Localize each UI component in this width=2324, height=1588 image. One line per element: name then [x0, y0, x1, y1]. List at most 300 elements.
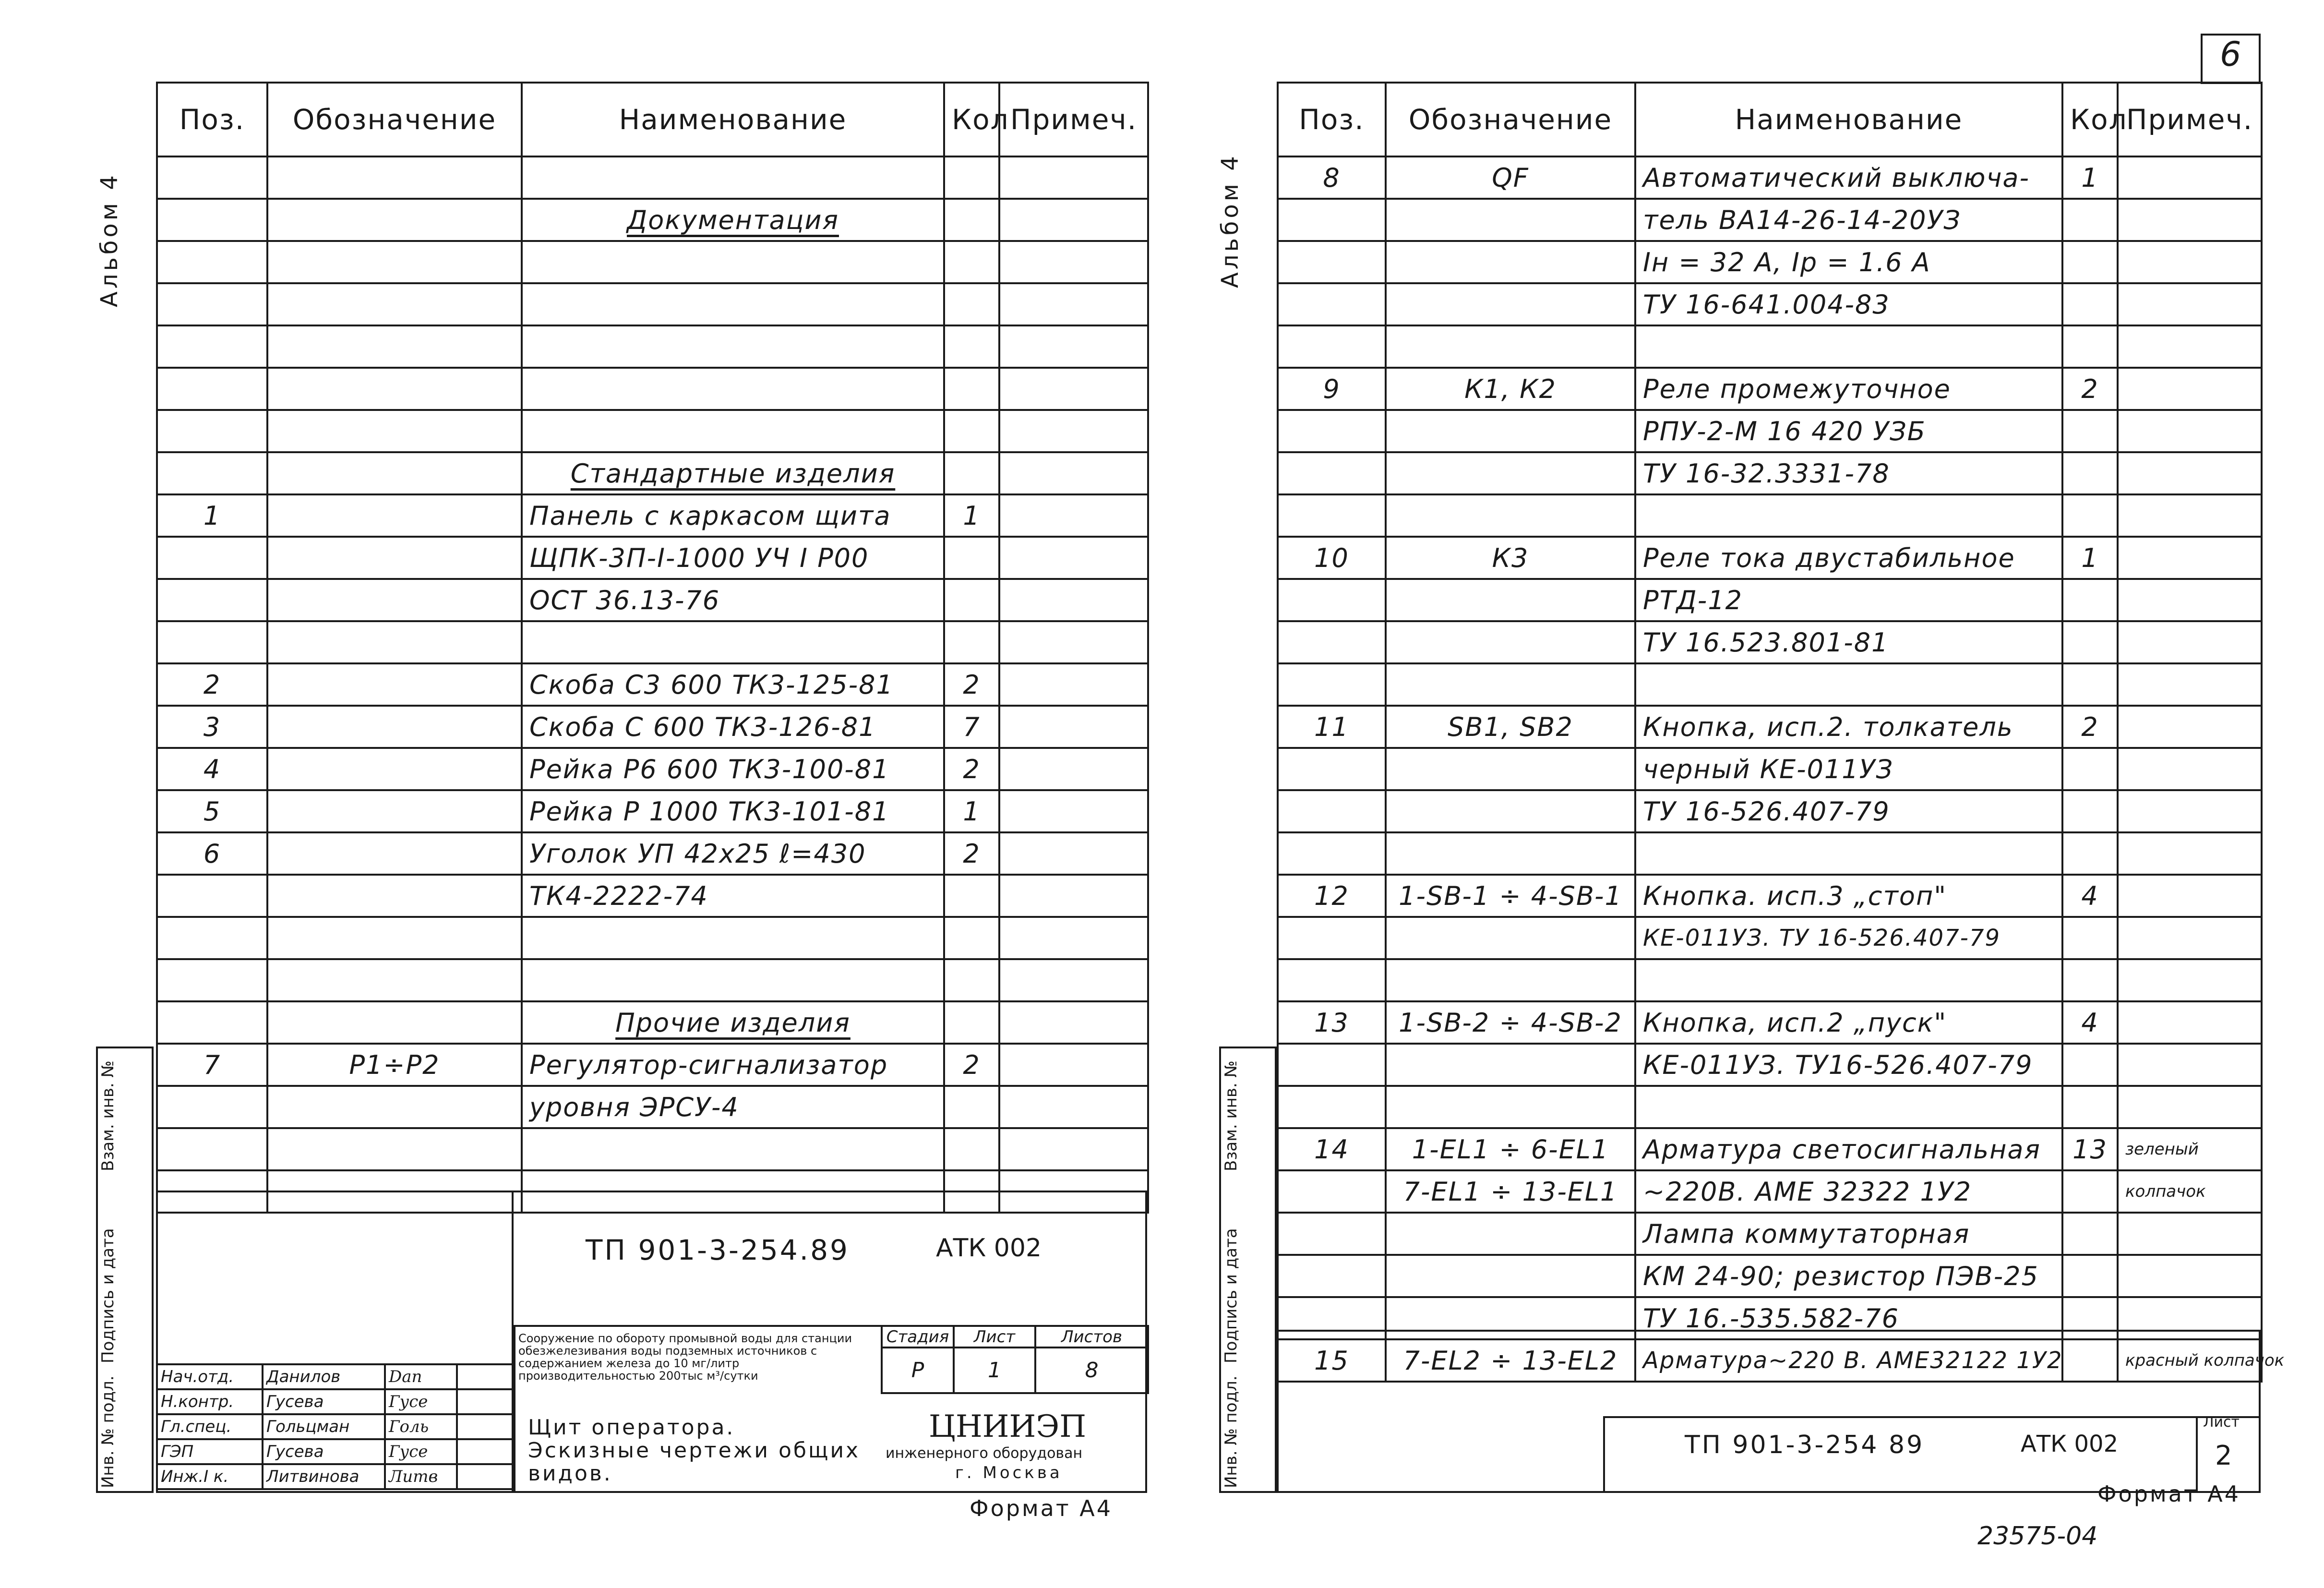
cell-name: ТУ 16.523.801-81	[1635, 621, 2062, 663]
cell-note	[999, 875, 1148, 917]
cell-name: РТД-12	[1635, 579, 2062, 621]
table-row	[1278, 452, 2262, 494]
cell-designation	[267, 621, 522, 663]
cell-qty	[2062, 1213, 2118, 1255]
left-doc-mark: АТК 002	[936, 1234, 1042, 1263]
cell-note	[2118, 1044, 2262, 1086]
cell-qty: 2	[944, 663, 999, 706]
left-spec-table	[156, 82, 1149, 1214]
table-row	[1278, 790, 2262, 832]
cell-designation	[1386, 199, 1635, 241]
cell-note	[2118, 790, 2262, 832]
cell-name	[522, 410, 944, 452]
table-row	[1278, 832, 2262, 875]
cell-name: Iн = 32 А, Iр = 1.6 А	[1635, 241, 2062, 283]
cell-pos	[157, 368, 267, 410]
signer-name: Литвинова	[263, 1464, 385, 1489]
cell-qty: 2	[944, 748, 999, 790]
cell-qty	[2062, 283, 2118, 325]
table-row	[157, 537, 1148, 579]
cell-note	[999, 494, 1148, 537]
cell-pos	[157, 156, 267, 199]
table-row	[157, 1086, 1148, 1128]
table-row	[1278, 663, 2262, 706]
table-row	[157, 156, 1148, 199]
cell-qty	[944, 537, 999, 579]
left-album-label: Альбом 4	[96, 172, 123, 307]
cell-name: Рейка Р6 600 ТК3-100-81	[522, 748, 944, 790]
cell-designation	[267, 537, 522, 579]
cell-designation	[267, 1001, 522, 1044]
cell-designation: 7-EL1 ÷ 13-EL1	[1386, 1170, 1635, 1213]
cell-name: КЕ-011УЗ. ТУ16-526.407-79	[1635, 1044, 2062, 1086]
table-row	[1278, 917, 2262, 959]
cell-designation	[1386, 494, 1635, 537]
cell-name: Рейка Р 1000 ТК3-101-81	[522, 790, 944, 832]
table-row	[1278, 241, 2262, 283]
cell-name: ТУ 16-32.3331-78	[1635, 452, 2062, 494]
table-row	[157, 875, 1148, 917]
cell-qty: 2	[2062, 706, 2118, 748]
signer-date	[457, 1414, 515, 1439]
cell-name	[1635, 494, 2062, 537]
cell-pos	[1278, 1086, 1386, 1128]
cell-name: Арматура светосигнальная	[1635, 1128, 2062, 1170]
cell-designation	[1386, 748, 1635, 790]
table-row	[1278, 156, 2262, 199]
cell-designation	[267, 663, 522, 706]
cell-note	[2118, 283, 2262, 325]
cell-designation	[1386, 410, 1635, 452]
cell-pos	[1278, 452, 1386, 494]
cell-name	[1635, 325, 2062, 368]
cell-designation: К3	[1386, 537, 1635, 579]
cell-name	[522, 156, 944, 199]
cell-note	[999, 748, 1148, 790]
cell-note	[999, 199, 1148, 241]
signer-row	[157, 1439, 515, 1464]
cell-name	[522, 241, 944, 283]
sheet-value: 1	[954, 1347, 1035, 1393]
cell-pos: 5	[157, 790, 267, 832]
table-row	[1278, 1170, 2262, 1213]
cell-pos	[1278, 1044, 1386, 1086]
cell-qty	[2062, 452, 2118, 494]
right-page-number: 6	[2220, 35, 2241, 74]
cell-pos	[157, 1086, 267, 1128]
signer-role: Нач.отд.	[157, 1364, 263, 1389]
table-row	[157, 199, 1148, 241]
table-row	[1278, 1213, 2262, 1255]
cell-pos	[157, 241, 267, 283]
signer-signature: Гусе	[385, 1439, 457, 1464]
cell-pos	[157, 325, 267, 368]
cell-name	[522, 368, 944, 410]
cell-designation: К1, К2	[1386, 368, 1635, 410]
table-row	[1278, 748, 2262, 790]
table-row	[1278, 1086, 2262, 1128]
cell-note	[2118, 199, 2262, 241]
cell-pos	[1278, 283, 1386, 325]
cell-qty	[2062, 494, 2118, 537]
cell-qty: 4	[2062, 1001, 2118, 1044]
cell-qty	[2062, 790, 2118, 832]
signer-signature: Литв	[385, 1464, 457, 1489]
cell-pos: 11	[1278, 706, 1386, 748]
cell-designation	[267, 494, 522, 537]
right-side-label-sign: Подпись и дата	[1222, 1228, 1241, 1363]
cell-pos	[1278, 790, 1386, 832]
cell-note	[2118, 621, 2262, 663]
cell-designation	[1386, 663, 1635, 706]
left-org-sub: инженерного оборудован	[886, 1445, 1083, 1462]
cell-name	[522, 325, 944, 368]
cell-designation: 1-EL1 ÷ 6-EL1	[1386, 1128, 1635, 1170]
cell-qty	[2062, 410, 2118, 452]
cell-note	[2118, 1001, 2262, 1044]
table-row	[1278, 494, 2262, 537]
cell-designation	[1386, 832, 1635, 875]
signer-role: Н.контр.	[157, 1389, 263, 1414]
cell-note	[2118, 579, 2262, 621]
cell-note	[999, 790, 1148, 832]
cell-designation	[1386, 325, 1635, 368]
cell-note	[2118, 663, 2262, 706]
cell-pos	[1278, 663, 1386, 706]
left-side-label-sign: Подпись и дата	[98, 1228, 118, 1363]
cell-note: зеленый	[2118, 1128, 2262, 1170]
cell-qty: 2	[2062, 368, 2118, 410]
table-row	[1278, 410, 2262, 452]
cell-designation: 1-SB-1 ÷ 4-SB-1	[1386, 875, 1635, 917]
right-inventory-number: 23575-04	[1977, 1522, 2098, 1551]
cell-designation: 1-SB-2 ÷ 4-SB-2	[1386, 1001, 1635, 1044]
cell-name	[522, 621, 944, 663]
table-row	[157, 1128, 1148, 1170]
cell-designation	[267, 832, 522, 875]
cell-note	[999, 410, 1148, 452]
right-side-label-inv: Инв. № подл.	[1222, 1375, 1241, 1488]
table-row	[1278, 1255, 2262, 1297]
table-row	[157, 706, 1148, 748]
cell-note	[999, 156, 1148, 199]
cell-note	[2118, 156, 2262, 199]
cell-qty	[2062, 241, 2118, 283]
cell-pos	[1278, 1255, 1386, 1297]
cell-pos	[1278, 494, 1386, 537]
left-header-row	[157, 83, 1148, 156]
signer-row	[157, 1389, 515, 1414]
cell-qty	[2062, 1170, 2118, 1213]
table-row	[1278, 1001, 2262, 1044]
cell-note	[2118, 832, 2262, 875]
cell-qty	[2062, 579, 2118, 621]
cell-qty	[944, 1086, 999, 1128]
left-title-text: Щит оператора. Эскизные чертежи общих видов.	[528, 1415, 861, 1486]
cell-pos	[1278, 917, 1386, 959]
cell-name: Арматура~220 В. АМЕ32122 1У2	[1635, 1339, 2062, 1382]
right-sheet-label: Лист	[2203, 1414, 2240, 1431]
cell-name: Документация	[522, 199, 944, 241]
cell-designation	[1386, 1086, 1635, 1128]
cell-pos: 8	[1278, 156, 1386, 199]
cell-pos: 13	[1278, 1001, 1386, 1044]
cell-name: Регулятор-сигнализатор	[522, 1044, 944, 1086]
cell-note	[2118, 748, 2262, 790]
signer-name: Данилов	[263, 1364, 385, 1389]
cell-name: ОСТ 36.13-76	[522, 579, 944, 621]
cell-qty	[2062, 917, 2118, 959]
header-designation: Обозначение	[1386, 83, 1635, 156]
cell-pos	[157, 452, 267, 494]
cell-name: Кнопка. исп.3 „стоп"	[1635, 875, 2062, 917]
cell-designation	[267, 1128, 522, 1170]
table-row	[157, 494, 1148, 537]
cell-designation	[267, 283, 522, 325]
cell-designation	[267, 875, 522, 917]
cell-name: КМ 24-90; резистор ПЭВ-25	[1635, 1255, 2062, 1297]
cell-note	[2118, 917, 2262, 959]
cell-pos	[157, 959, 267, 1001]
signer-role: ГЭП	[157, 1439, 263, 1464]
cell-qty	[2062, 621, 2118, 663]
table-row	[1278, 325, 2262, 368]
cell-name: КЕ-011УЗ. ТУ 16-526.407-79	[1635, 917, 2062, 959]
left-project-desc: Сооружение по обороту промывной воды для станции обезжелезивания воды подземных источников с содержанием железа до 10 мг/литр производительностью 200тыс м³/сутки	[518, 1332, 852, 1383]
cell-pos	[157, 917, 267, 959]
table-row	[157, 1044, 1148, 1086]
cell-qty	[944, 1128, 999, 1170]
cell-note	[999, 959, 1148, 1001]
cell-note	[999, 1044, 1148, 1086]
left-doc-code: ТП 901-3-254.89	[586, 1234, 850, 1266]
cell-pos	[157, 579, 267, 621]
cell-name: Автоматический выключа-	[1635, 156, 2062, 199]
left-org-name: ЦНИИЭП	[929, 1409, 1087, 1444]
cell-pos	[157, 410, 267, 452]
table-row	[157, 959, 1148, 1001]
cell-pos	[1278, 1170, 1386, 1213]
left-stage-table	[881, 1325, 1149, 1394]
sheets-header: Листов	[1035, 1326, 1148, 1347]
cell-pos	[1278, 748, 1386, 790]
cell-designation	[1386, 1255, 1635, 1297]
cell-note	[999, 579, 1148, 621]
cell-note	[999, 537, 1148, 579]
right-header-row	[1278, 83, 2262, 156]
cell-designation	[267, 325, 522, 368]
cell-designation	[1386, 959, 1635, 1001]
cell-name: Кнопка, исп.2. толкатель	[1635, 706, 2062, 748]
cell-name	[522, 917, 944, 959]
cell-pos: 6	[157, 832, 267, 875]
signer-name: Гольцман	[263, 1414, 385, 1439]
table-row	[157, 452, 1148, 494]
cell-note	[2118, 368, 2262, 410]
cell-pos: 14	[1278, 1128, 1386, 1170]
cell-qty	[944, 875, 999, 917]
right-doc-code: ТП 901-3-254 89	[1685, 1431, 1925, 1459]
cell-qty	[944, 1001, 999, 1044]
cell-note: колпачок	[2118, 1170, 2262, 1213]
table-row	[157, 917, 1148, 959]
cell-designation: QF	[1386, 156, 1635, 199]
cell-designation	[1386, 1213, 1635, 1255]
cell-pos	[157, 621, 267, 663]
header-qty: Кол	[944, 83, 999, 156]
table-row	[157, 579, 1148, 621]
cell-qty: 1	[2062, 537, 2118, 579]
cell-name	[522, 959, 944, 1001]
cell-note	[999, 1001, 1148, 1044]
cell-qty: 4	[2062, 875, 2118, 917]
cell-name	[1635, 959, 2062, 1001]
cell-pos: 10	[1278, 537, 1386, 579]
cell-pos	[1278, 1213, 1386, 1255]
header-name: Наименование	[522, 83, 944, 156]
cell-qty: 1	[944, 494, 999, 537]
cell-designation	[267, 579, 522, 621]
signer-name: Гусева	[263, 1439, 385, 1464]
header-name: Наименование	[1635, 83, 2062, 156]
cell-note	[999, 621, 1148, 663]
signer-date	[457, 1389, 515, 1414]
table-row	[157, 663, 1148, 706]
stage-value: Р	[882, 1347, 954, 1393]
cell-designation	[267, 790, 522, 832]
cell-name	[1635, 1086, 2062, 1128]
cell-qty	[944, 156, 999, 199]
cell-note	[999, 1086, 1148, 1128]
cell-designation	[267, 917, 522, 959]
cell-qty	[2062, 1255, 2118, 1297]
cell-qty	[2062, 1086, 2118, 1128]
cell-pos: 12	[1278, 875, 1386, 917]
sheet-header: Лист	[954, 1326, 1035, 1347]
cell-qty	[944, 579, 999, 621]
cell-qty	[944, 283, 999, 325]
cell-designation	[267, 1086, 522, 1128]
cell-name: Реле промежуточное	[1635, 368, 2062, 410]
cell-name: Скоба С 600 ТК3-126-81	[522, 706, 944, 748]
signer-date	[457, 1364, 515, 1389]
cell-note	[2118, 959, 2262, 1001]
cell-pos	[1278, 410, 1386, 452]
table-row	[157, 790, 1148, 832]
cell-note	[2118, 875, 2262, 917]
header-pos: Поз.	[157, 83, 267, 156]
table-row	[157, 1001, 1148, 1044]
cell-designation	[1386, 579, 1635, 621]
cell-designation: 7-EL2 ÷ 13-EL2	[1386, 1339, 1635, 1382]
cell-designation	[1386, 452, 1635, 494]
cell-note	[2118, 1086, 2262, 1128]
cell-qty	[2062, 199, 2118, 241]
cell-designation	[1386, 283, 1635, 325]
cell-name: Стандартные изделия	[522, 452, 944, 494]
cell-name: Кнопка, исп.2 „пуск"	[1635, 1001, 2062, 1044]
stage-header: Стадия	[882, 1326, 954, 1347]
table-row	[1278, 368, 2262, 410]
cell-name: ТК4-2222-74	[522, 875, 944, 917]
header-note: Примеч.	[999, 83, 1148, 156]
cell-designation	[1386, 621, 1635, 663]
left-signers-table	[156, 1363, 515, 1490]
cell-qty	[944, 368, 999, 410]
header-pos: Поз.	[1278, 83, 1386, 156]
cell-note	[999, 452, 1148, 494]
cell-pos: 9	[1278, 368, 1386, 410]
cell-name: Уголок УП 42x25 ℓ=430	[522, 832, 944, 875]
right-format-label: Формат А4	[2097, 1481, 2240, 1507]
cell-name	[522, 1128, 944, 1170]
cell-designation	[267, 410, 522, 452]
table-row	[1278, 283, 2262, 325]
cell-note	[2118, 452, 2262, 494]
cell-qty	[944, 410, 999, 452]
table-row	[1278, 621, 2262, 663]
header-qty: Кол	[2062, 83, 2118, 156]
cell-qty: 1	[2062, 156, 2118, 199]
cell-note	[2118, 706, 2262, 748]
cell-pos	[1278, 832, 1386, 875]
cell-name: ТУ 16-641.004-83	[1635, 283, 2062, 325]
table-row	[157, 325, 1148, 368]
cell-pos	[1278, 579, 1386, 621]
cell-note	[999, 663, 1148, 706]
table-row	[1278, 579, 2262, 621]
cell-name: Прочие изделия	[522, 1001, 944, 1044]
cell-qty: 13	[2062, 1128, 2118, 1170]
cell-name: ~220В. АМЕ 32322 1У2	[1635, 1170, 2062, 1213]
table-row	[157, 621, 1148, 663]
signer-row	[157, 1464, 515, 1489]
cell-designation	[1386, 917, 1635, 959]
signer-role: Гл.спец.	[157, 1414, 263, 1439]
cell-qty	[944, 917, 999, 959]
cell-designation	[267, 368, 522, 410]
cell-pos	[157, 537, 267, 579]
cell-pos	[157, 283, 267, 325]
cell-qty	[2062, 663, 2118, 706]
cell-qty	[944, 452, 999, 494]
cell-designation	[267, 748, 522, 790]
table-row	[1278, 1128, 2262, 1170]
cell-designation	[267, 452, 522, 494]
signer-signature: Гусе	[385, 1389, 457, 1414]
table-row	[157, 283, 1148, 325]
signer-role: Инж.I к.	[157, 1464, 263, 1489]
cell-note	[2118, 537, 2262, 579]
signer-signature: Голь	[385, 1414, 457, 1439]
right-side-label-vzam: Взам. инв. №	[1222, 1060, 1241, 1171]
cell-qty	[2062, 1044, 2118, 1086]
cell-qty	[944, 621, 999, 663]
table-row	[1278, 959, 2262, 1001]
cell-name: Панель с каркасом щита	[522, 494, 944, 537]
table-row	[1278, 706, 2262, 748]
table-row	[157, 410, 1148, 452]
cell-qty	[2062, 325, 2118, 368]
cell-pos	[1278, 325, 1386, 368]
cell-designation	[1386, 1044, 1635, 1086]
cell-designation	[267, 706, 522, 748]
cell-note	[2118, 1213, 2262, 1255]
cell-pos	[1278, 959, 1386, 1001]
cell-qty	[2062, 832, 2118, 875]
signer-date	[457, 1464, 515, 1489]
table-row	[1278, 199, 2262, 241]
